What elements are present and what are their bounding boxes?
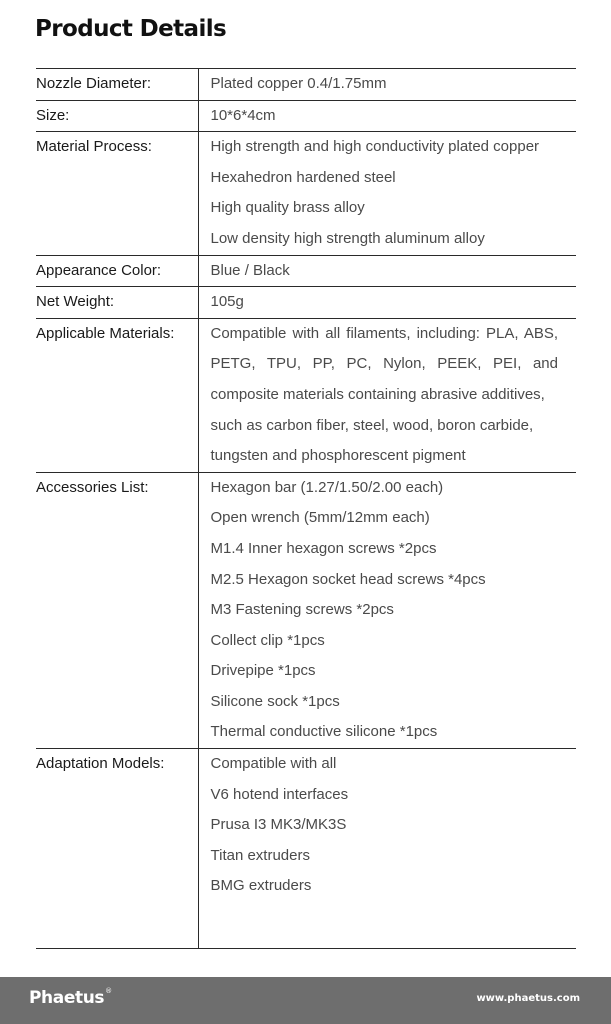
value-line: Hexagon bar (1.27/1.50/2.00 each) <box>210 478 444 496</box>
value-line: M1.4 Inner hexagon screws *2pcs <box>210 539 437 557</box>
value-line: Hexahedron hardened steel <box>210 168 396 186</box>
product-details-table <box>36 68 576 949</box>
row-value <box>198 132 576 255</box>
row-label: Applicable Materials: <box>36 318 198 472</box>
row-value <box>198 255 576 287</box>
row-value <box>198 287 576 319</box>
value-line: Blue / Black <box>210 261 290 279</box>
value-line: Compatible with all <box>210 755 337 773</box>
value-line: 105g <box>210 293 244 311</box>
row-spacer <box>211 902 577 948</box>
value-line: V6 hotend interfaces <box>210 785 349 803</box>
value-line: such as carbon fiber, steel, wood, boron carbide, <box>210 416 534 434</box>
row-value <box>198 69 576 101</box>
table-row <box>36 287 576 319</box>
row-value <box>198 749 576 949</box>
value-line: Drivepipe *1pcs <box>210 662 316 680</box>
value-line: BMG extruders <box>210 877 312 895</box>
value-line: composite materials containing abrasive additives, <box>210 385 545 403</box>
value-line: Compatible with all filaments, including: PLA, ABS, <box>210 324 558 342</box>
value-line: tungsten and phosphorescent pigment <box>210 447 466 465</box>
value-line: Low density high strength aluminum alloy <box>210 229 485 247</box>
row-label: Nozzle Diameter: <box>36 69 198 101</box>
page-title: Product Details <box>35 16 227 42</box>
table-row <box>36 255 576 287</box>
value-line: M2.5 Hexagon socket head screws *4pcs <box>210 570 486 588</box>
row-label: Size: <box>36 100 198 132</box>
brand-logo-text: Phaetus <box>29 988 105 1008</box>
value-line: High strength and high conductivity plated copper <box>210 138 540 156</box>
value-line: Open wrench (5mm/12mm each) <box>210 509 430 527</box>
value-line: 10*6*4cm <box>210 106 276 124</box>
value-line: Prusa I3 MK3/MK3S <box>210 816 347 834</box>
table-row <box>36 749 576 949</box>
brand-logo <box>29 988 112 1008</box>
table-row <box>36 472 576 748</box>
row-label: Material Process: <box>36 132 198 255</box>
value-line: Collect clip *1pcs <box>210 631 325 649</box>
table-row <box>36 69 576 101</box>
row-value <box>198 318 576 472</box>
footer-bar <box>0 977 611 1024</box>
table-row <box>36 318 576 472</box>
value-line: Plated copper 0.4/1.75mm <box>210 75 387 92</box>
value-line: M3 Fastening screws *2pcs <box>210 601 394 619</box>
value-line: Titan extruders <box>210 846 310 864</box>
table-row <box>36 132 576 255</box>
row-label: Appearance Color: <box>36 255 198 287</box>
row-value <box>198 100 576 132</box>
row-value <box>198 472 576 748</box>
registered-mark: ® <box>105 987 112 996</box>
value-line: Thermal conductive silicone *1pcs <box>210 723 438 741</box>
value-line: PETG, TPU, PP, PC, Nylon, PEEK, PEI, and <box>210 355 558 373</box>
row-label: Adaptation Models: <box>36 749 198 949</box>
website-link[interactable]: www.phaetus.com <box>476 993 580 1004</box>
value-line: High quality brass alloy <box>210 199 365 217</box>
row-label: Net Weight: <box>36 287 198 319</box>
table-row <box>36 100 576 132</box>
row-label: Accessories List: <box>36 472 198 748</box>
value-line: Silicone sock *1pcs <box>210 692 340 710</box>
